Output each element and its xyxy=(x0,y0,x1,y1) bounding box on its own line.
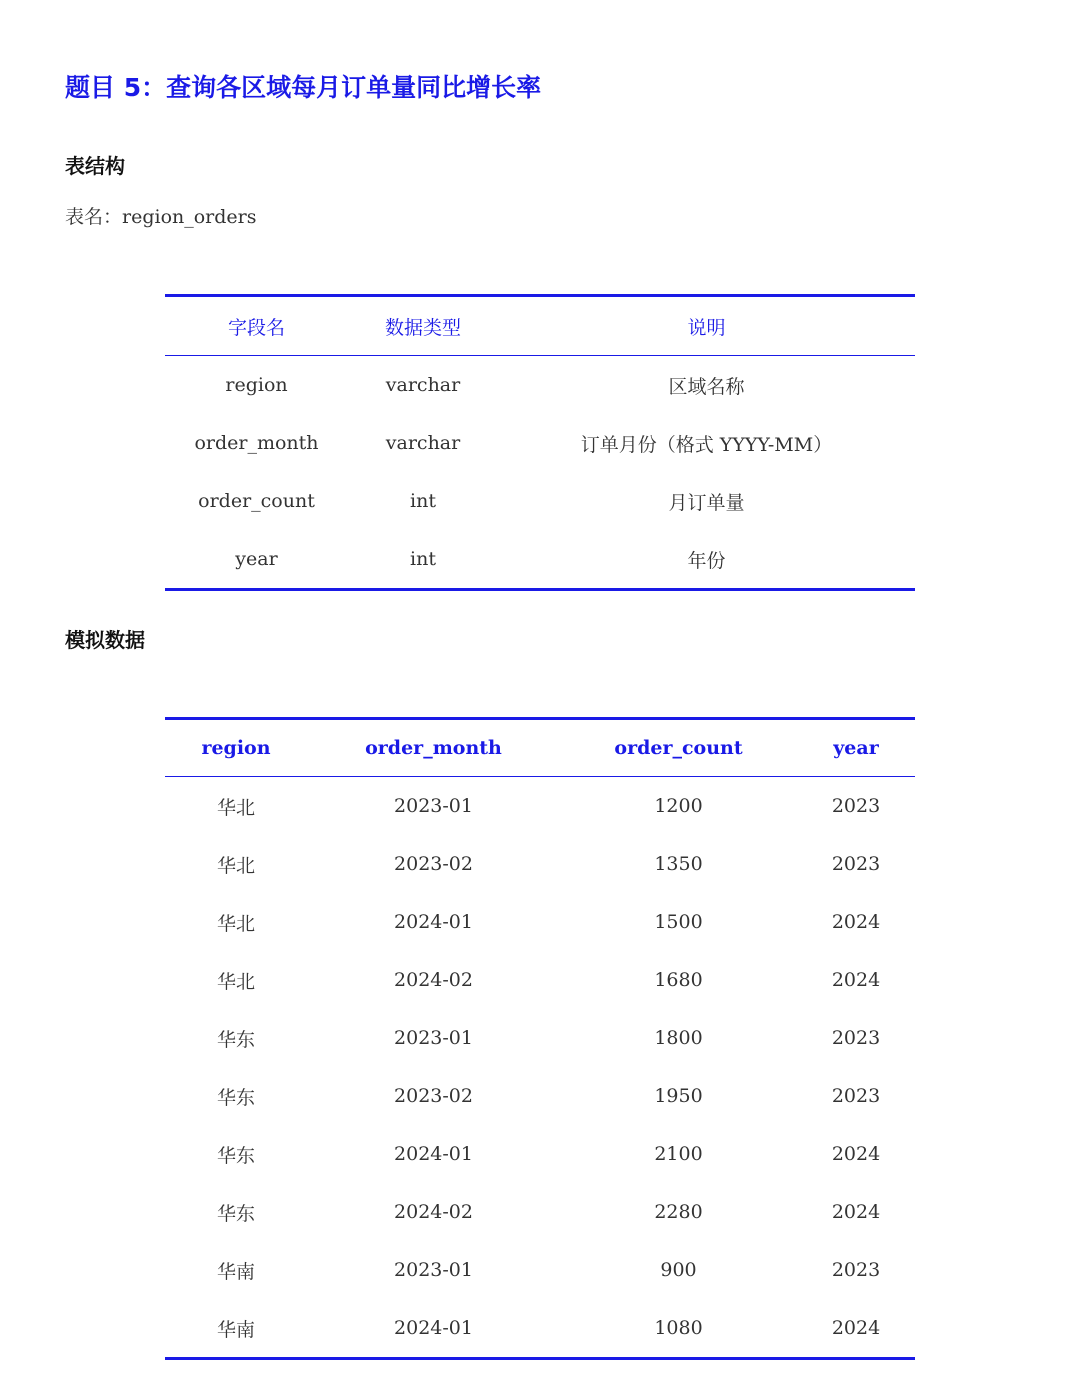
table-row xyxy=(165,472,915,530)
table-cell: 1800 xyxy=(654,1027,703,1049)
table-row xyxy=(165,835,915,893)
table-cell: 2023-01 xyxy=(394,1027,473,1049)
table-row xyxy=(165,1299,915,1359)
table-cell: order_count xyxy=(198,490,315,512)
table-cell: 1500 xyxy=(654,911,703,933)
column-header: order_month xyxy=(307,719,560,777)
table-cell: 2024-02 xyxy=(394,1201,473,1223)
table-cell: 2024-02 xyxy=(394,969,473,991)
table-cell: 2280 xyxy=(654,1201,703,1223)
table-row xyxy=(165,530,915,590)
table-cell: 华南 xyxy=(216,1260,255,1283)
schema-table xyxy=(165,294,915,591)
table-row xyxy=(165,893,915,951)
table-cell: 2023 xyxy=(831,1085,881,1107)
table-cell: varchar xyxy=(385,432,461,454)
table-cell: 1680 xyxy=(654,969,703,991)
table-row xyxy=(165,1067,915,1125)
table-cell: 1350 xyxy=(654,853,703,875)
table-cell: order_month xyxy=(194,432,319,454)
column-header: order_count xyxy=(560,719,797,777)
table-cell: 2024 xyxy=(831,1201,881,1223)
table-cell: 2024 xyxy=(831,911,881,933)
table-row xyxy=(165,1183,915,1241)
table-row xyxy=(165,414,915,472)
table-cell: year xyxy=(235,548,278,570)
table-cell: 900 xyxy=(660,1259,697,1281)
table-row xyxy=(165,777,915,836)
table-cell: 华东 xyxy=(216,1028,255,1051)
table-cell: 1950 xyxy=(654,1085,703,1107)
table-cell: 年份 xyxy=(687,549,726,572)
table-cell: 华北 xyxy=(216,970,255,993)
table-cell: varchar xyxy=(385,374,461,396)
table-row xyxy=(165,1241,915,1299)
mock-data-table xyxy=(165,717,915,1360)
table-cell: 2024 xyxy=(831,969,881,991)
section-heading-mock-data: 模拟数据 xyxy=(65,628,145,652)
table-cell: 2023 xyxy=(831,853,881,875)
table-name-label: 表名：region_orders xyxy=(65,206,257,228)
table-cell: 2023-02 xyxy=(394,853,473,875)
table-cell: 区域名称 xyxy=(668,375,745,398)
section-heading-structure: 表结构 xyxy=(65,154,125,178)
table-cell: 2023 xyxy=(831,795,881,817)
table-cell: int xyxy=(410,490,436,512)
table-cell: 华北 xyxy=(216,796,255,819)
table-cell: 1200 xyxy=(654,795,703,817)
table-row xyxy=(165,951,915,1009)
table-cell: 月订单量 xyxy=(668,491,745,514)
table-cell: 2100 xyxy=(654,1143,703,1165)
table-cell: 2024-01 xyxy=(394,1143,473,1165)
table-cell: 1080 xyxy=(654,1317,703,1339)
table-cell: 订单月份（格式 YYYY-MM） xyxy=(580,433,833,456)
table-cell: 2024 xyxy=(831,1143,881,1165)
column-header: 字段名 xyxy=(165,296,348,356)
table-cell: 2024-01 xyxy=(394,911,473,933)
table-cell: 2024 xyxy=(831,1317,881,1339)
column-header: region xyxy=(165,719,307,777)
table-cell: 2023-02 xyxy=(394,1085,473,1107)
table-cell: region xyxy=(225,374,288,396)
column-header: year xyxy=(797,719,915,777)
table-cell: 华东 xyxy=(216,1144,255,1167)
table-row xyxy=(165,1009,915,1067)
table-cell: 2023 xyxy=(831,1027,881,1049)
table-header-row xyxy=(165,296,915,356)
page-title: 题目 5：查询各区域每月订单量同比增长率 xyxy=(65,73,542,102)
column-header: 说明 xyxy=(498,296,915,356)
table-cell: 华东 xyxy=(216,1086,255,1109)
table-cell: 华南 xyxy=(216,1318,255,1341)
table-cell: 华北 xyxy=(216,912,255,935)
table-header-row xyxy=(165,719,915,777)
table-cell: 2023-01 xyxy=(394,795,473,817)
table-cell: 2023 xyxy=(831,1259,881,1281)
column-header: 数据类型 xyxy=(348,296,498,356)
table-cell: int xyxy=(410,548,436,570)
table-cell: 华北 xyxy=(216,854,255,877)
table-row xyxy=(165,1125,915,1183)
table-cell: 2024-01 xyxy=(394,1317,473,1339)
table-cell: 2023-01 xyxy=(394,1259,473,1281)
table-row xyxy=(165,356,915,415)
table-cell: 华东 xyxy=(216,1202,255,1225)
